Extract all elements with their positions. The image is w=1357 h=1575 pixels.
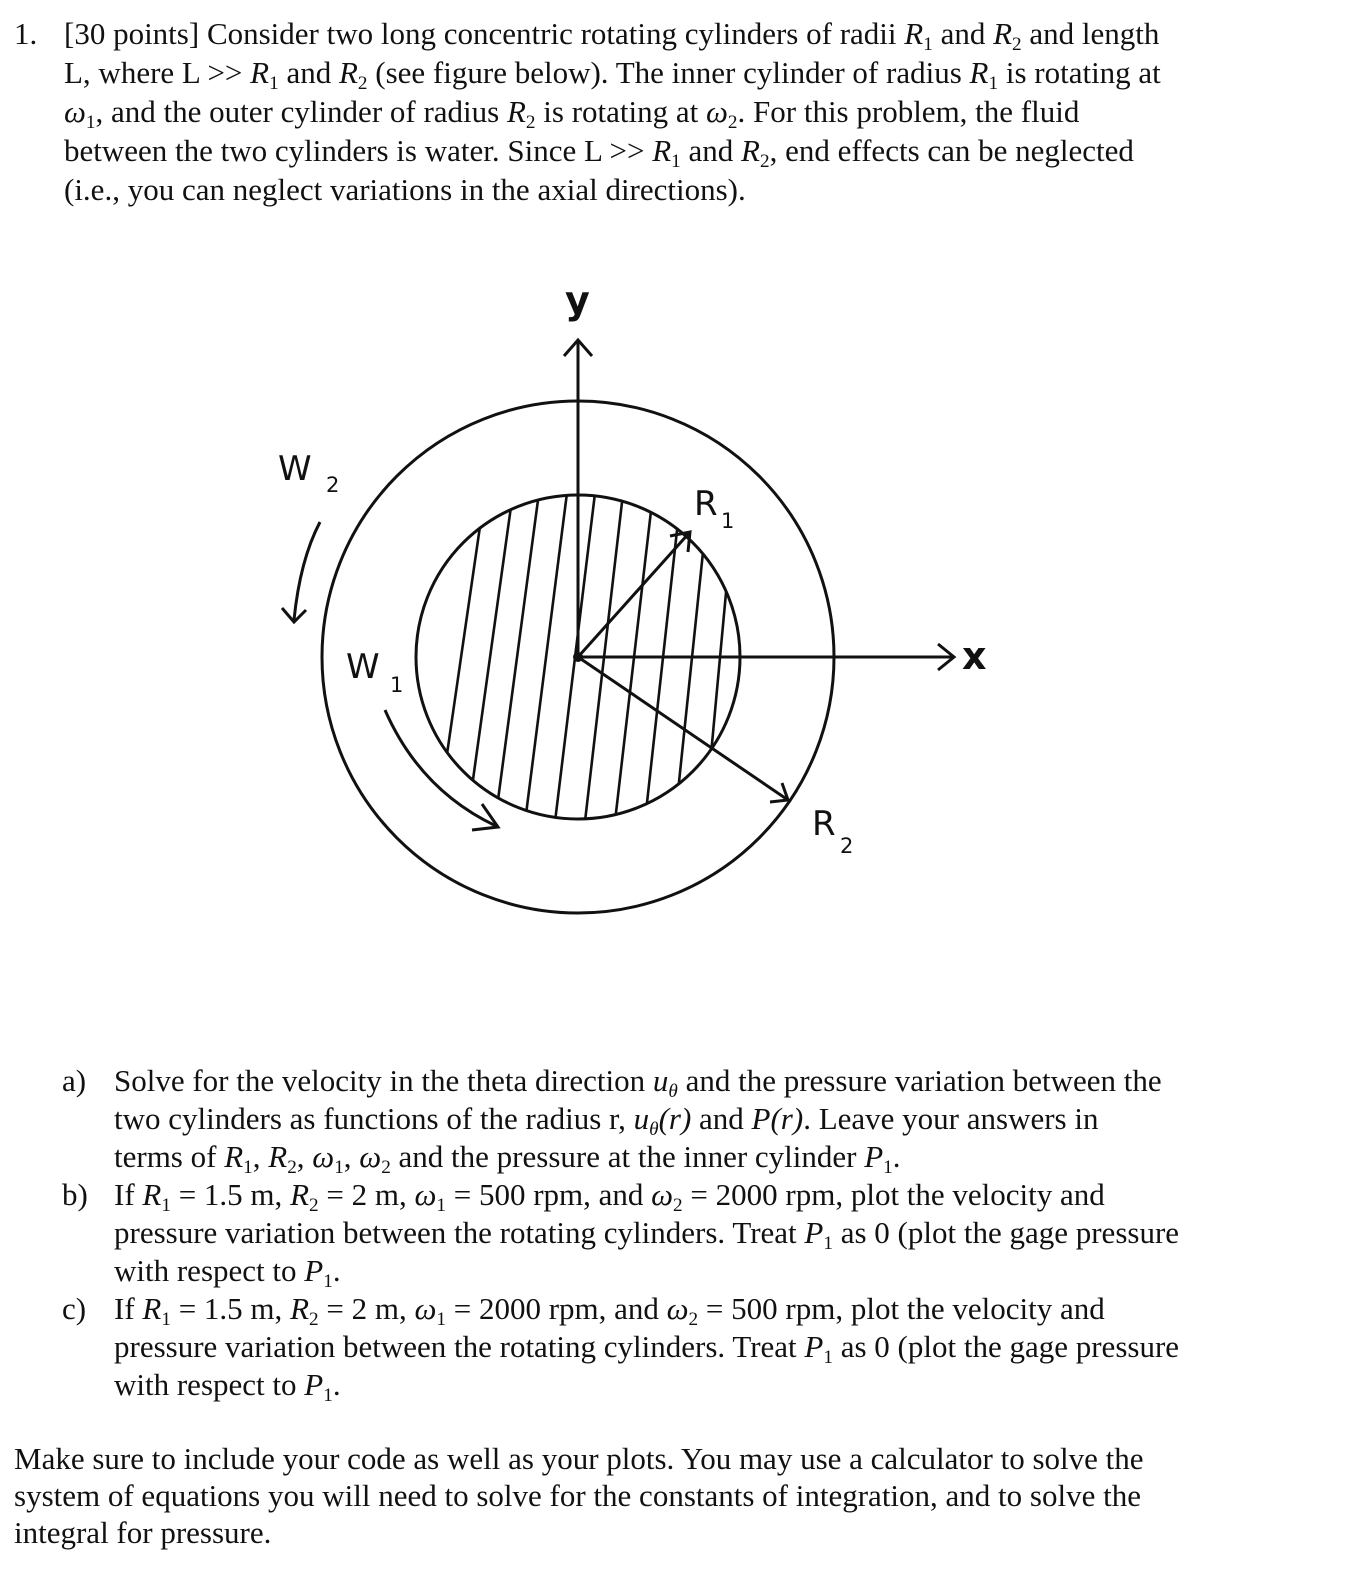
text-run: = 2 m, — [318, 1291, 415, 1326]
part-line — [114, 1290, 1342, 1328]
math-symbol: ω — [666, 1291, 689, 1326]
math-symbol: P — [304, 1367, 324, 1402]
math-subscript: 2 — [309, 1194, 319, 1216]
math-symbol: R — [268, 1139, 288, 1174]
text-run: . Leave your answers in — [803, 1101, 1099, 1136]
problem-parts — [62, 1062, 1342, 1404]
text-run: . — [892, 1139, 901, 1174]
intro-line — [64, 92, 1339, 131]
text-run: with respect to — [114, 1367, 305, 1402]
text-run: and the pressure variation between the — [677, 1063, 1162, 1098]
text-run: and — [691, 1101, 752, 1136]
part-line — [114, 1252, 1342, 1290]
text-run: with respect to — [114, 1253, 305, 1288]
part-line — [114, 1214, 1342, 1252]
text-run: , end effects can be neglected — [769, 133, 1134, 168]
math-symbol: ω — [706, 94, 728, 129]
inner-radius-line — [578, 532, 690, 657]
text-run: = 1.5 m, — [170, 1291, 291, 1326]
outer-rotation-sub: 2 — [326, 473, 340, 497]
math-subscript: 1 — [883, 1156, 893, 1178]
math-symbol: ω — [359, 1139, 382, 1174]
math-symbol: R — [904, 16, 924, 51]
math-symbol: R — [969, 55, 989, 90]
math-subscript: 2 — [688, 1308, 699, 1330]
math-symbol: ω — [312, 1139, 335, 1174]
text-run: and — [932, 16, 994, 51]
math-symbol: R — [652, 133, 672, 168]
text-run: (i.e., you can neglect variations in the axial directions). — [64, 172, 746, 207]
part-label: a) — [62, 1063, 87, 1098]
math-subscript: 2 — [673, 1194, 683, 1216]
math-subscript: 2 — [727, 111, 738, 133]
text-run: and — [278, 55, 339, 90]
part-line — [114, 1062, 1342, 1100]
intro-line — [64, 131, 1339, 170]
math-symbol: R — [142, 1291, 162, 1326]
math-symbol: R — [506, 94, 526, 129]
text-run: and the pressure at the inner cylinder — [390, 1139, 865, 1174]
part-line — [114, 1328, 1342, 1366]
closing-line: integral for pressure. — [14, 1515, 272, 1550]
text-run: and — [680, 133, 742, 168]
math-subscript: θ — [649, 1118, 659, 1140]
math-symbol: P — [304, 1253, 324, 1288]
math-subscript: θ — [668, 1080, 678, 1102]
inner-radius-sub: 1 — [721, 509, 735, 533]
text-run: = 500 rpm, and — [445, 1177, 652, 1212]
text-run: = 500 rpm, plot the velocity and — [698, 1291, 1105, 1326]
text-run: . — [332, 1367, 341, 1402]
text-run: = 2000 rpm, plot the velocity and — [682, 1177, 1105, 1212]
math-subscript: 1 — [823, 1346, 833, 1368]
intro-line — [64, 53, 1339, 92]
outer-radius-sub: 2 — [840, 834, 854, 858]
text-run: = 2 m, — [318, 1177, 415, 1212]
text-run: = 2000 rpm, and — [445, 1291, 667, 1326]
math-symbol: (r) — [770, 1101, 804, 1136]
math-symbol: R — [224, 1139, 244, 1174]
text-run: terms of — [114, 1139, 225, 1174]
math-subscript: 1 — [988, 72, 999, 94]
closing-line: Make sure to include your code as well as your plots. You may use a calculator to solve the — [14, 1441, 1144, 1476]
text-run: between the two cylinders is water. Since L >> — [64, 133, 653, 168]
math-symbol: (r) — [658, 1101, 692, 1136]
math-symbol: u — [652, 1063, 669, 1098]
math-symbol: R — [142, 1177, 162, 1212]
inner-rotation-label: W — [346, 647, 380, 687]
inner-radius-label: R — [694, 484, 718, 524]
math-subscript: 2 — [381, 1156, 391, 1178]
math-subscript: 1 — [161, 1308, 171, 1330]
part-c — [62, 1290, 1342, 1404]
intro-line — [64, 14, 1339, 53]
text-run: . For this problem, the fluid — [737, 94, 1080, 129]
outer-rotation-arrow — [294, 522, 320, 620]
closing-paragraph — [14, 1440, 1344, 1551]
problem-points: [30 points] — [64, 16, 200, 51]
text-run: is rotating at — [535, 94, 707, 129]
x-axis-label: x — [962, 634, 987, 678]
math-subscript: 1 — [923, 33, 933, 55]
math-symbol: u — [633, 1101, 650, 1136]
math-subscript: 2 — [759, 150, 770, 172]
problem-number: 1. — [14, 16, 38, 51]
math-symbol: R — [290, 1291, 309, 1326]
math-subscript: 1 — [436, 1308, 446, 1330]
math-symbol: P — [864, 1139, 884, 1174]
text-run: two cylinders as functions of the radius r, — [114, 1101, 634, 1136]
text-run: , — [343, 1139, 360, 1174]
math-subscript: 1 — [323, 1270, 333, 1292]
text-run: L, where L >> — [64, 55, 251, 90]
cylinder-diagram — [250, 270, 1030, 930]
cylinder-figure — [250, 270, 1030, 930]
part-line — [114, 1366, 1342, 1404]
text-run: = 1.5 m, — [170, 1177, 291, 1212]
part-b — [62, 1176, 1342, 1290]
math-symbol: R — [993, 16, 1013, 51]
text-run: , — [252, 1139, 269, 1174]
math-subscript: 1 — [161, 1194, 171, 1216]
text-run: as 0 (plot the gage pressure — [832, 1215, 1180, 1250]
part-label: c) — [62, 1291, 87, 1326]
text-run: pressure variation between the rotating cylinders. Treat — [114, 1215, 805, 1250]
math-subscript: 2 — [525, 111, 536, 133]
part-line — [114, 1138, 1342, 1176]
math-symbol: ω — [414, 1291, 437, 1326]
text-run: , and the outer cylinder of radius — [95, 94, 507, 129]
closing-line: system of equations you will need to solve for the constants of integration, and to solve the — [14, 1478, 1141, 1513]
math-subscript: 1 — [436, 1194, 446, 1216]
intro-line — [64, 170, 1339, 209]
text-run: and length — [1021, 16, 1160, 51]
math-subscript: 1 — [243, 1156, 253, 1178]
math-symbol: R — [250, 55, 270, 90]
part-label: b) — [62, 1177, 88, 1212]
y-axis-label: y — [565, 278, 590, 322]
text-run: pressure variation between the rotating cylinders. Treat — [114, 1329, 805, 1364]
part-a — [62, 1062, 1342, 1176]
math-symbol: ω — [64, 94, 86, 129]
math-symbol: R — [290, 1177, 309, 1212]
math-symbol: P — [751, 1101, 771, 1136]
text-run: , — [296, 1139, 313, 1174]
math-subscript: 1 — [334, 1156, 344, 1178]
outer-radius-label: R — [812, 804, 836, 844]
math-subscript: 1 — [323, 1384, 333, 1406]
text-run: Solve for the velocity in the theta direction — [114, 1063, 653, 1098]
inner-rotation-sub: 1 — [390, 673, 404, 697]
math-symbol: ω — [651, 1177, 674, 1212]
text-run: as 0 (plot the gage pressure — [832, 1329, 1180, 1364]
text-run: If — [114, 1177, 143, 1212]
math-subscript: 2 — [309, 1308, 319, 1330]
part-line — [114, 1176, 1342, 1214]
math-subscript: 2 — [1012, 33, 1022, 55]
part-line — [114, 1100, 1342, 1138]
math-subscript: 2 — [287, 1156, 297, 1178]
text-run: is rotating at — [998, 55, 1161, 90]
math-symbol: P — [804, 1215, 824, 1250]
outer-rotation-label: W — [278, 449, 312, 489]
text-run: (see figure below). The inner cylinder of radius — [367, 55, 970, 90]
math-subscript: 1 — [269, 72, 279, 94]
problem-intro — [64, 14, 1339, 209]
math-subscript: 1 — [85, 111, 96, 133]
math-symbol: R — [338, 55, 358, 90]
math-subscript: 2 — [357, 72, 368, 94]
text-run: Consider two long concentric rotating cylinders of radii — [206, 16, 905, 51]
math-symbol: P — [804, 1329, 824, 1364]
math-subscript: 1 — [671, 150, 681, 172]
math-symbol: R — [741, 133, 760, 168]
text-run: If — [114, 1291, 143, 1326]
text-run: . — [332, 1253, 341, 1288]
math-symbol: ω — [414, 1177, 437, 1212]
math-subscript: 1 — [823, 1232, 833, 1254]
